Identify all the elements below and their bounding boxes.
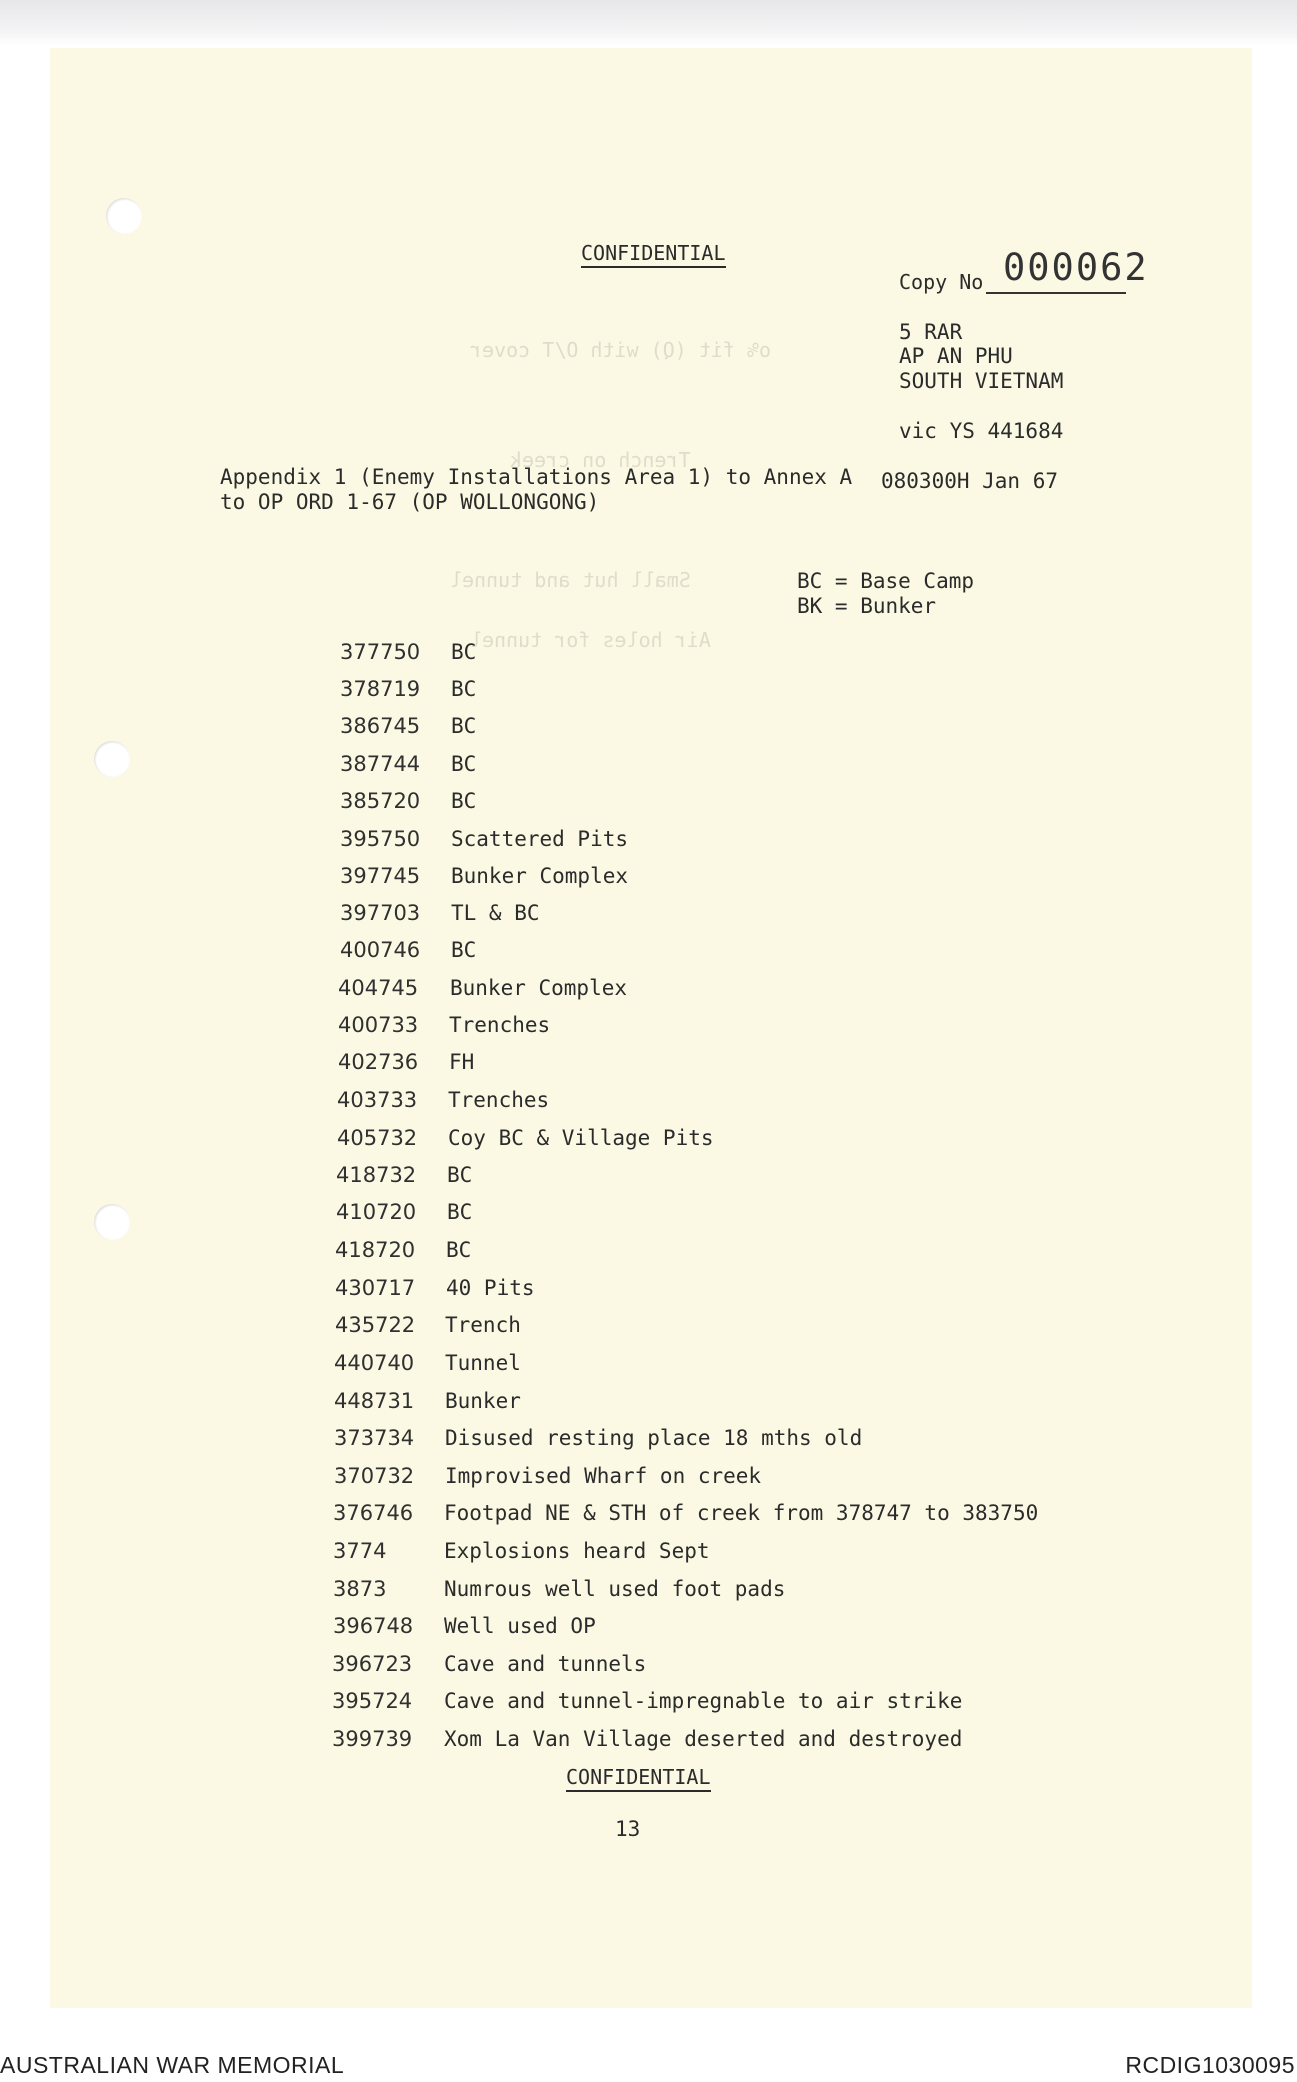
table-row-desc: Cave and tunnel-impregnable to air strike [444, 1689, 963, 1713]
table-row-ref: 440740 [334, 1351, 415, 1375]
punch-hole-1 [106, 198, 142, 234]
table-row-ref: 377750 [340, 640, 421, 664]
table-row-ref: 396723 [332, 1652, 413, 1676]
punch-hole-2 [94, 741, 130, 777]
table-row-ref: 376746 [333, 1501, 414, 1525]
table-row-ref: 387744 [340, 752, 421, 776]
table-row-desc: Disused resting place 18 mths old [445, 1426, 863, 1450]
table-row-desc: Footpad NE & STH of creek from 378747 to 383750 [444, 1501, 1039, 1525]
copy-number-underline [986, 292, 1126, 294]
table-row-ref: 3873 [333, 1577, 387, 1601]
table-row-ref: 410720 [336, 1200, 417, 1224]
table-row-ref: 397745 [340, 864, 421, 888]
table-row-desc: BC [451, 714, 477, 738]
table-row-desc: BC [451, 789, 477, 813]
classification-bottom: CONFIDENTIAL [566, 1765, 711, 1792]
table-row-desc: BC [451, 752, 477, 776]
title-line-2: to OP ORD 1-67 (OP WOLLONGONG) [220, 490, 600, 514]
table-row-ref: 435722 [335, 1313, 416, 1337]
table-row-desc: Coy BC & Village Pits [448, 1126, 714, 1150]
table-row-ref: 385720 [340, 789, 421, 813]
table-row-desc: 40 Pits [446, 1276, 535, 1300]
table-row-desc: TL & BC [451, 901, 540, 925]
table-row-desc: Numrous well used foot pads [444, 1577, 786, 1601]
copy-number: 000062 [1003, 246, 1149, 289]
table-row-ref: 400733 [338, 1013, 419, 1037]
table-row-ref: 418732 [336, 1163, 417, 1187]
table-row-ref: 405732 [337, 1126, 418, 1150]
table-row-desc: BC [451, 640, 477, 664]
unit-name: 5 RAR [899, 320, 963, 344]
table-row-ref: 397703 [340, 901, 421, 925]
table-row-ref: 396748 [333, 1614, 414, 1638]
table-row-desc: BC [447, 1200, 473, 1224]
table-row-desc: Trenches [449, 1013, 551, 1037]
table-row-desc: FH [449, 1050, 475, 1074]
table-row-ref: 418720 [335, 1238, 416, 1262]
table-row-desc: Improvised Wharf on creek [445, 1464, 762, 1488]
table-row-desc: BC [447, 1163, 473, 1187]
table-row-desc: Xom La Van Village deserted and destroyed [444, 1727, 963, 1751]
table-row-ref: 448731 [334, 1389, 415, 1413]
table-row-ref: 3774 [333, 1539, 387, 1563]
legend-base-camp: BC = Base Camp [797, 569, 975, 593]
table-row-ref: 399739 [332, 1727, 413, 1751]
table-row-desc: Explosions heard Sept [444, 1539, 710, 1563]
table-row-desc: BC [446, 1238, 472, 1262]
punch-hole-3 [94, 1204, 130, 1240]
table-row-desc: Bunker Complex [451, 864, 629, 888]
legend-bunker: BK = Bunker [797, 594, 937, 618]
grid-reference: vic YS 441684 [899, 419, 1064, 443]
archive-name: AUSTRALIAN WAR MEMORIAL [0, 2052, 345, 2078]
classification-top: CONFIDENTIAL [581, 241, 726, 268]
table-row-ref: 373734 [334, 1426, 415, 1450]
table-row-ref: 386745 [340, 714, 421, 738]
copy-label: Copy No [899, 270, 984, 294]
table-row-desc: Scattered Pits [451, 827, 629, 851]
table-row-desc: Cave and tunnels [444, 1652, 647, 1676]
table-row-desc: BC [451, 938, 477, 962]
table-row-desc: BC [451, 677, 477, 701]
location-line-1: AP AN PHU [899, 344, 1013, 368]
table-row-ref: 430717 [335, 1276, 416, 1300]
document-page: o% fit (Q) with O/T cover Trench on creek Small hut and tunnel Air holes for tunnel [50, 48, 1252, 2008]
title-line-1: Appendix 1 (Enemy Installations Area 1) to Annex A [220, 465, 853, 489]
page-number: 13 [615, 1817, 641, 1841]
date-time-group: 080300H Jan 67 [881, 469, 1059, 493]
top-bar [0, 0, 1297, 46]
table-row-desc: Well used OP [444, 1614, 596, 1638]
table-row-ref: 370732 [334, 1464, 415, 1488]
table-row-ref: 395750 [340, 827, 421, 851]
table-row-desc: Bunker [445, 1389, 521, 1413]
table-row-desc: Tunnel [445, 1351, 521, 1375]
table-row-ref: 400746 [340, 938, 421, 962]
table-row-desc: Trench [445, 1313, 521, 1337]
table-row-ref: 402736 [338, 1050, 419, 1074]
table-row-desc: Trenches [448, 1088, 550, 1112]
table-row-ref: 395724 [332, 1689, 413, 1713]
location-line-2: SOUTH VIETNAM [899, 369, 1064, 393]
table-row-ref: 403733 [337, 1088, 418, 1112]
table-row-desc: Bunker Complex [450, 976, 628, 1000]
table-row-ref: 404745 [338, 976, 419, 1000]
archive-id: RCDIG1030095 [1125, 2052, 1295, 2078]
table-row-ref: 378719 [340, 677, 421, 701]
